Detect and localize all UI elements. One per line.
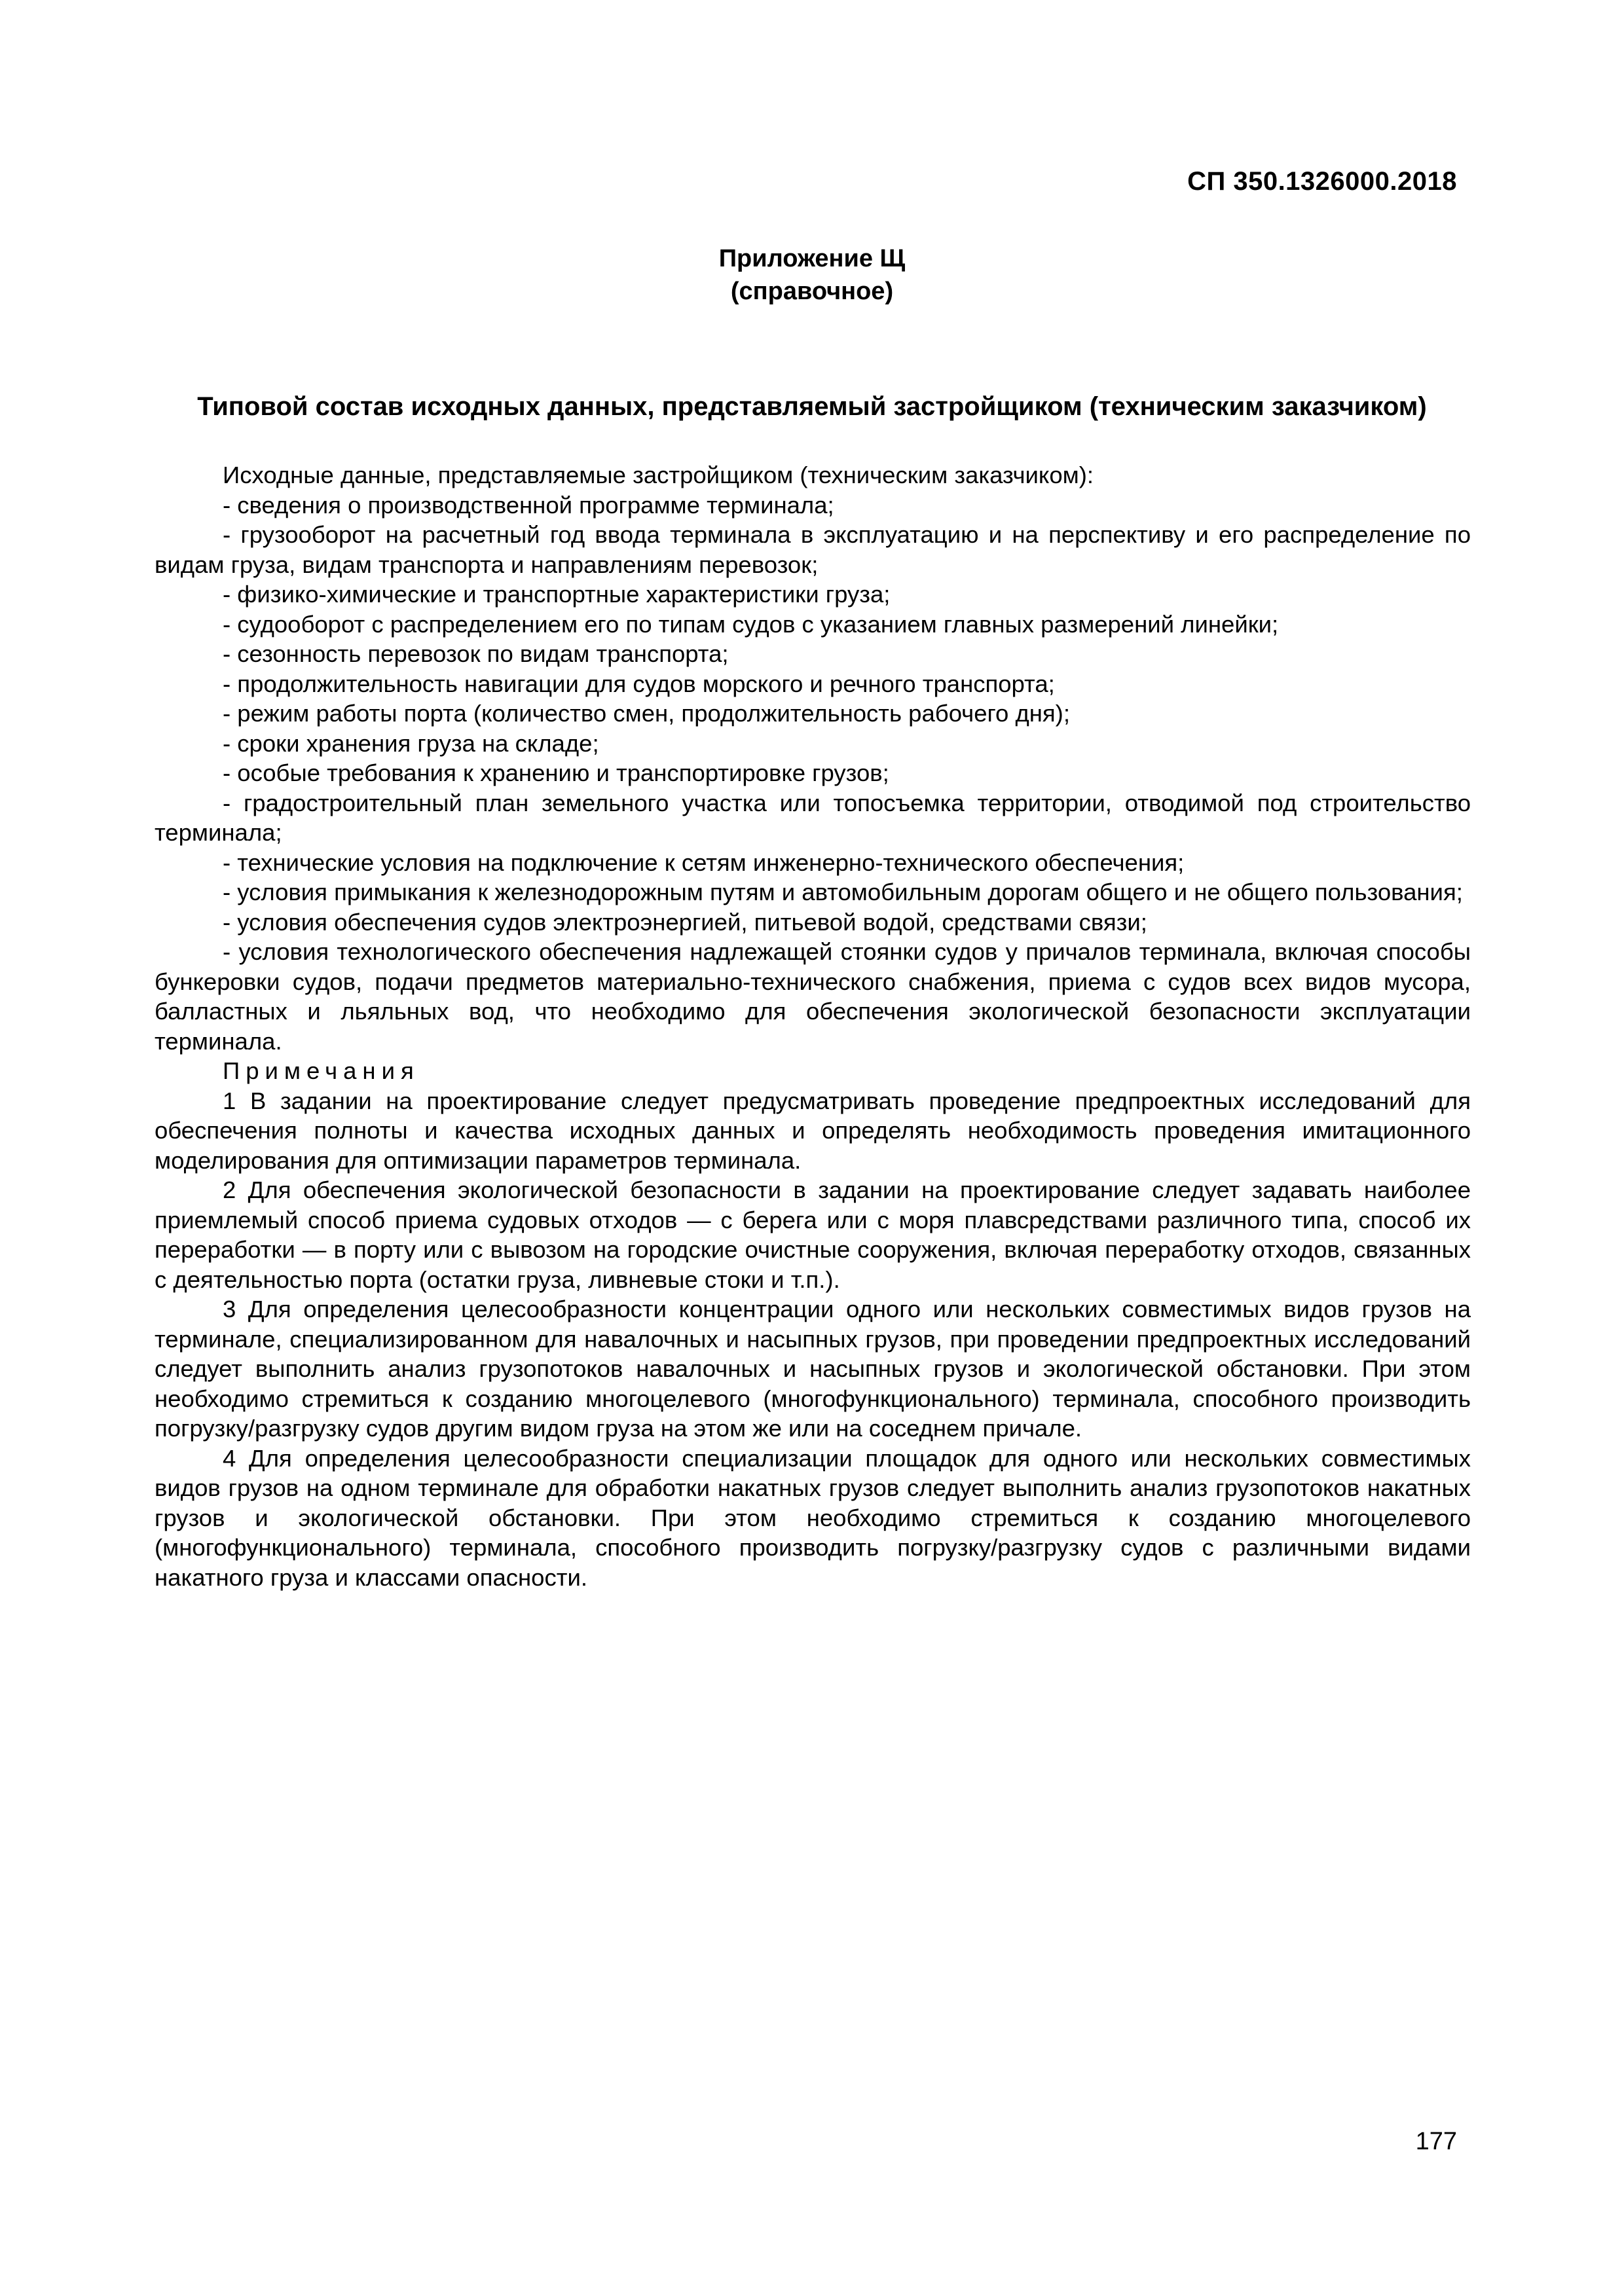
list-item: - условия обеспечения судов электроэнергией, питьевой водой, средствами связи; — [223, 908, 1147, 936]
notes-heading: Примечания — [223, 1057, 420, 1084]
section-title: Типовой состав исходных данных, представляемый застройщиком (техническим заказчиком) — [197, 392, 1427, 421]
note-item: 1 В задании на проектирование следует предусматривать проведение предпроектных исследований для обеспечения полноты и качества исходных данных и определять необходимость проведения имитационного моделирования для оптимизации параметров терминала. — [155, 1087, 1471, 1174]
appendix-type: (справочное) — [730, 278, 894, 305]
document-body — [155, 460, 1471, 1592]
list-item: - грузооборот на расчетный год ввода терминала в эксплуатацию и на перспективу и его распределение по видам груза, видам транспорта и направлениям перевозок; — [155, 521, 1471, 578]
list-item: - судооборот с распределением его по типам судов с указанием главных размерений линейки; — [223, 610, 1279, 638]
appendix-label: Приложение Щ — [718, 245, 906, 272]
list-item: - сроки хранения груза на складе; — [223, 729, 599, 757]
list-item: - условия примыкания к железнодорожным путям и автомобильным дорогам общего и не общего пользования; — [223, 879, 1463, 905]
note-item: 2 Для обеспечения экологической безопасности в задании на проектирование следует задавать наиболее приемлемый способ приема судовых отходов — с берега или с моря плавсредствами различного типа, способ их переработки — в порту или с вывозом на городские очистные сооружения, включая переработку отходов, связанных с деятельностью порта (остатки груза, ливневые стоки и т.п.). — [155, 1176, 1471, 1293]
list-item: - условия технологического обеспечения надлежащей стоянки судов у причалов терминала, включая способы бункеровки судов, подачи предметов материально-технического снабжения, приема с судов всех видов мусора, балластных и льяльных вод, что необходимо для обеспечения экологической безопасности эксплуатации терминала. — [155, 938, 1471, 1055]
note-item: 3 Для определения целесообразности концентрации одного или нескольких совместимых видов грузов на терминале, специализированном для навалочных и насыпных грузов, при проведении предпроектных исследований следует выполнить анализ грузопотоков навалочных и насыпных грузов и экологической обстановки. При этом необходимо стремиться к созданию многоцелевого (многофункционального) терминала, способного производить погрузку/разгрузку судов другим видом груза на этом же или на соседнем причале. — [155, 1296, 1471, 1442]
intro-paragraph: Исходные данные, представляемые застройщиком (техническим заказчиком): — [223, 462, 1094, 488]
list-item: - продолжительность навигации для судов морского и речного транспорта; — [223, 670, 1055, 697]
page-number: 177 — [1415, 2128, 1457, 2155]
list-item: - градостроительный план земельного участка или топосъемка территории, отводимой под строительство терминала; — [155, 789, 1471, 846]
list-item: - сведения о производственной программе терминала; — [223, 491, 834, 519]
list-item: - режим работы порта (количество смен, продолжительность рабочего дня); — [223, 700, 1070, 727]
list-item: - сезонность перевозок по видам транспорта; — [223, 640, 729, 667]
appendix-heading — [0, 242, 1624, 308]
list-item: - особые требования к хранению и транспортировке грузов; — [223, 759, 889, 786]
note-item: 4 Для определения целесообразности специализации площадок для одного или нескольких совместимых видов грузов на одном терминале для обработки накатных грузов следует выполнить анализ грузопотоков накатных грузов и экологической обстановки. При этом необходимо стремиться к созданию многоцелевого (многофункционального) терминала, способного производить погрузку/разгрузку судов с различными видами накатного груза и классами опасности. — [155, 1444, 1471, 1591]
document-code: СП 350.1326000.2018 — [1187, 167, 1457, 196]
list-item: - технические условия на подключение к сетям инженерно-технического обеспечения; — [223, 848, 1185, 876]
list-item: - физико-химические и транспортные характеристики груза; — [223, 581, 891, 608]
